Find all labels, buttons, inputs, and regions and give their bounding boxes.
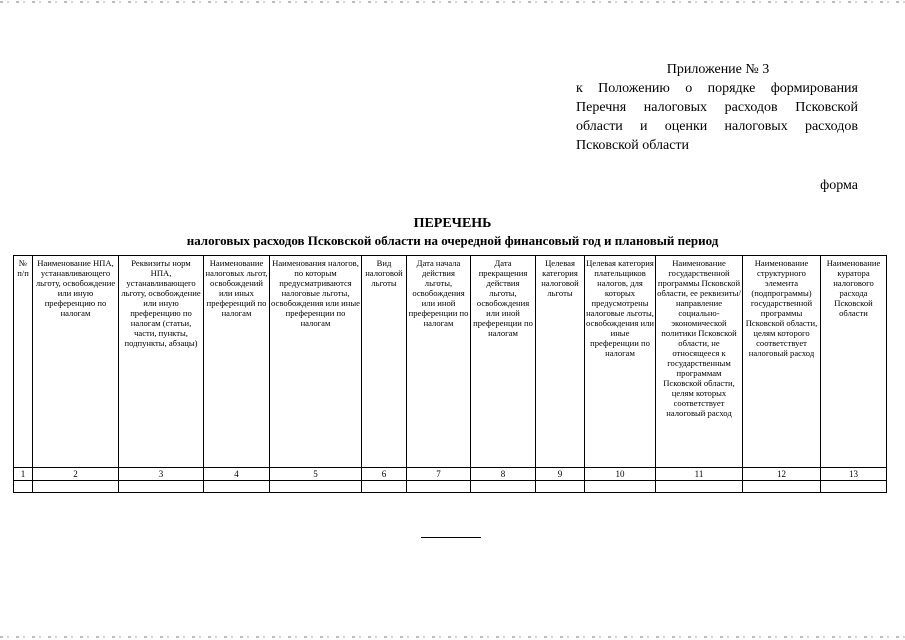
document-subtitle: налоговых расходов Псковской области на очередной финансовый год и плановый период — [186, 233, 719, 248]
table-cell — [33, 481, 119, 493]
column-header: Дата начала действия льготы, освобождения или иной преференции по налогам — [407, 256, 471, 468]
scan-edge-bottom — [0, 636, 905, 638]
column-number: 3 — [119, 468, 204, 481]
appendix-title: Приложение № 3 — [666, 62, 770, 77]
column-number: 7 — [407, 468, 471, 481]
column-number: 9 — [536, 468, 585, 481]
tax-expenditures-table — [13, 255, 887, 493]
column-header: Наименование государственной программы Псковской области, ее реквизиты/ направление социально-экономической политики Псковской области, не относящееся к государственным программам Псковской области, целям которых соответствует налоговый расход — [656, 256, 743, 468]
appendix-block — [576, 60, 858, 155]
table-cell — [536, 481, 585, 493]
table-cell — [14, 481, 33, 493]
table-cell — [656, 481, 743, 493]
table-cell — [204, 481, 270, 493]
table-cell — [821, 481, 887, 493]
footer-rule — [421, 537, 481, 538]
column-number: 1 — [14, 468, 33, 481]
column-header: Наименование куратора налогового расхода Псковской области — [821, 256, 887, 468]
column-header: № п/п — [14, 256, 33, 468]
column-header: Целевая категория плательщиков налогов, для которых предусмотрены налоговые льготы, освобождения или иные преференции по налогам — [585, 256, 656, 468]
header-row — [14, 256, 887, 468]
column-number: 12 — [743, 468, 821, 481]
table-row — [14, 481, 887, 493]
column-number: 8 — [471, 468, 536, 481]
column-header: Реквизиты норм НПА, устанавливающего льготу, освобождение или иную преференцию по налогам (статьи, части, пункты, подпункты, абзацы) — [119, 256, 204, 468]
table-cell — [407, 481, 471, 493]
column-header: Целевая категория налоговой льготы — [536, 256, 585, 468]
column-header: Дата прекращения действия льготы, освобождения или иной преференции по налогам — [471, 256, 536, 468]
table-cell — [270, 481, 362, 493]
column-number-row — [14, 468, 887, 481]
table-cell — [119, 481, 204, 493]
column-number: 6 — [362, 468, 407, 481]
appendix-line: Псковской области — [576, 138, 690, 153]
table-cell — [362, 481, 407, 493]
column-number: 13 — [821, 468, 887, 481]
column-header: Вид налоговой льготы — [362, 256, 407, 468]
appendix-line: к Положению о порядке формирования — [576, 81, 858, 96]
table-cell — [585, 481, 656, 493]
column-header: Наименование НПА, устанавливающего льготу, освобождение или иную преференцию по налогам — [33, 256, 119, 468]
column-number: 4 — [204, 468, 270, 481]
appendix-line: Перечня налоговых расходов Псковской — [576, 100, 858, 115]
form-label: форма — [820, 178, 858, 193]
scan-edge-top — [0, 1, 905, 3]
table-cell — [743, 481, 821, 493]
column-number: 2 — [33, 468, 119, 481]
column-number: 5 — [270, 468, 362, 481]
appendix-line: области и оценки налоговых расходов — [576, 119, 858, 134]
column-header: Наименование структурного элемента (подпрограммы) государственной программы Псковской области, целям которого соответствует налоговый расход — [743, 256, 821, 468]
document-title: ПЕРЕЧЕНЬ — [413, 216, 492, 231]
column-header: Наименование налоговых льгот, освобождений или иных преференций по налогам — [204, 256, 270, 468]
column-number: 11 — [656, 468, 743, 481]
column-header: Наименования налогов, по которым предусматриваются налоговые льготы, освобождения или иные преференции по налогам — [270, 256, 362, 468]
table-cell — [471, 481, 536, 493]
column-number: 10 — [585, 468, 656, 481]
